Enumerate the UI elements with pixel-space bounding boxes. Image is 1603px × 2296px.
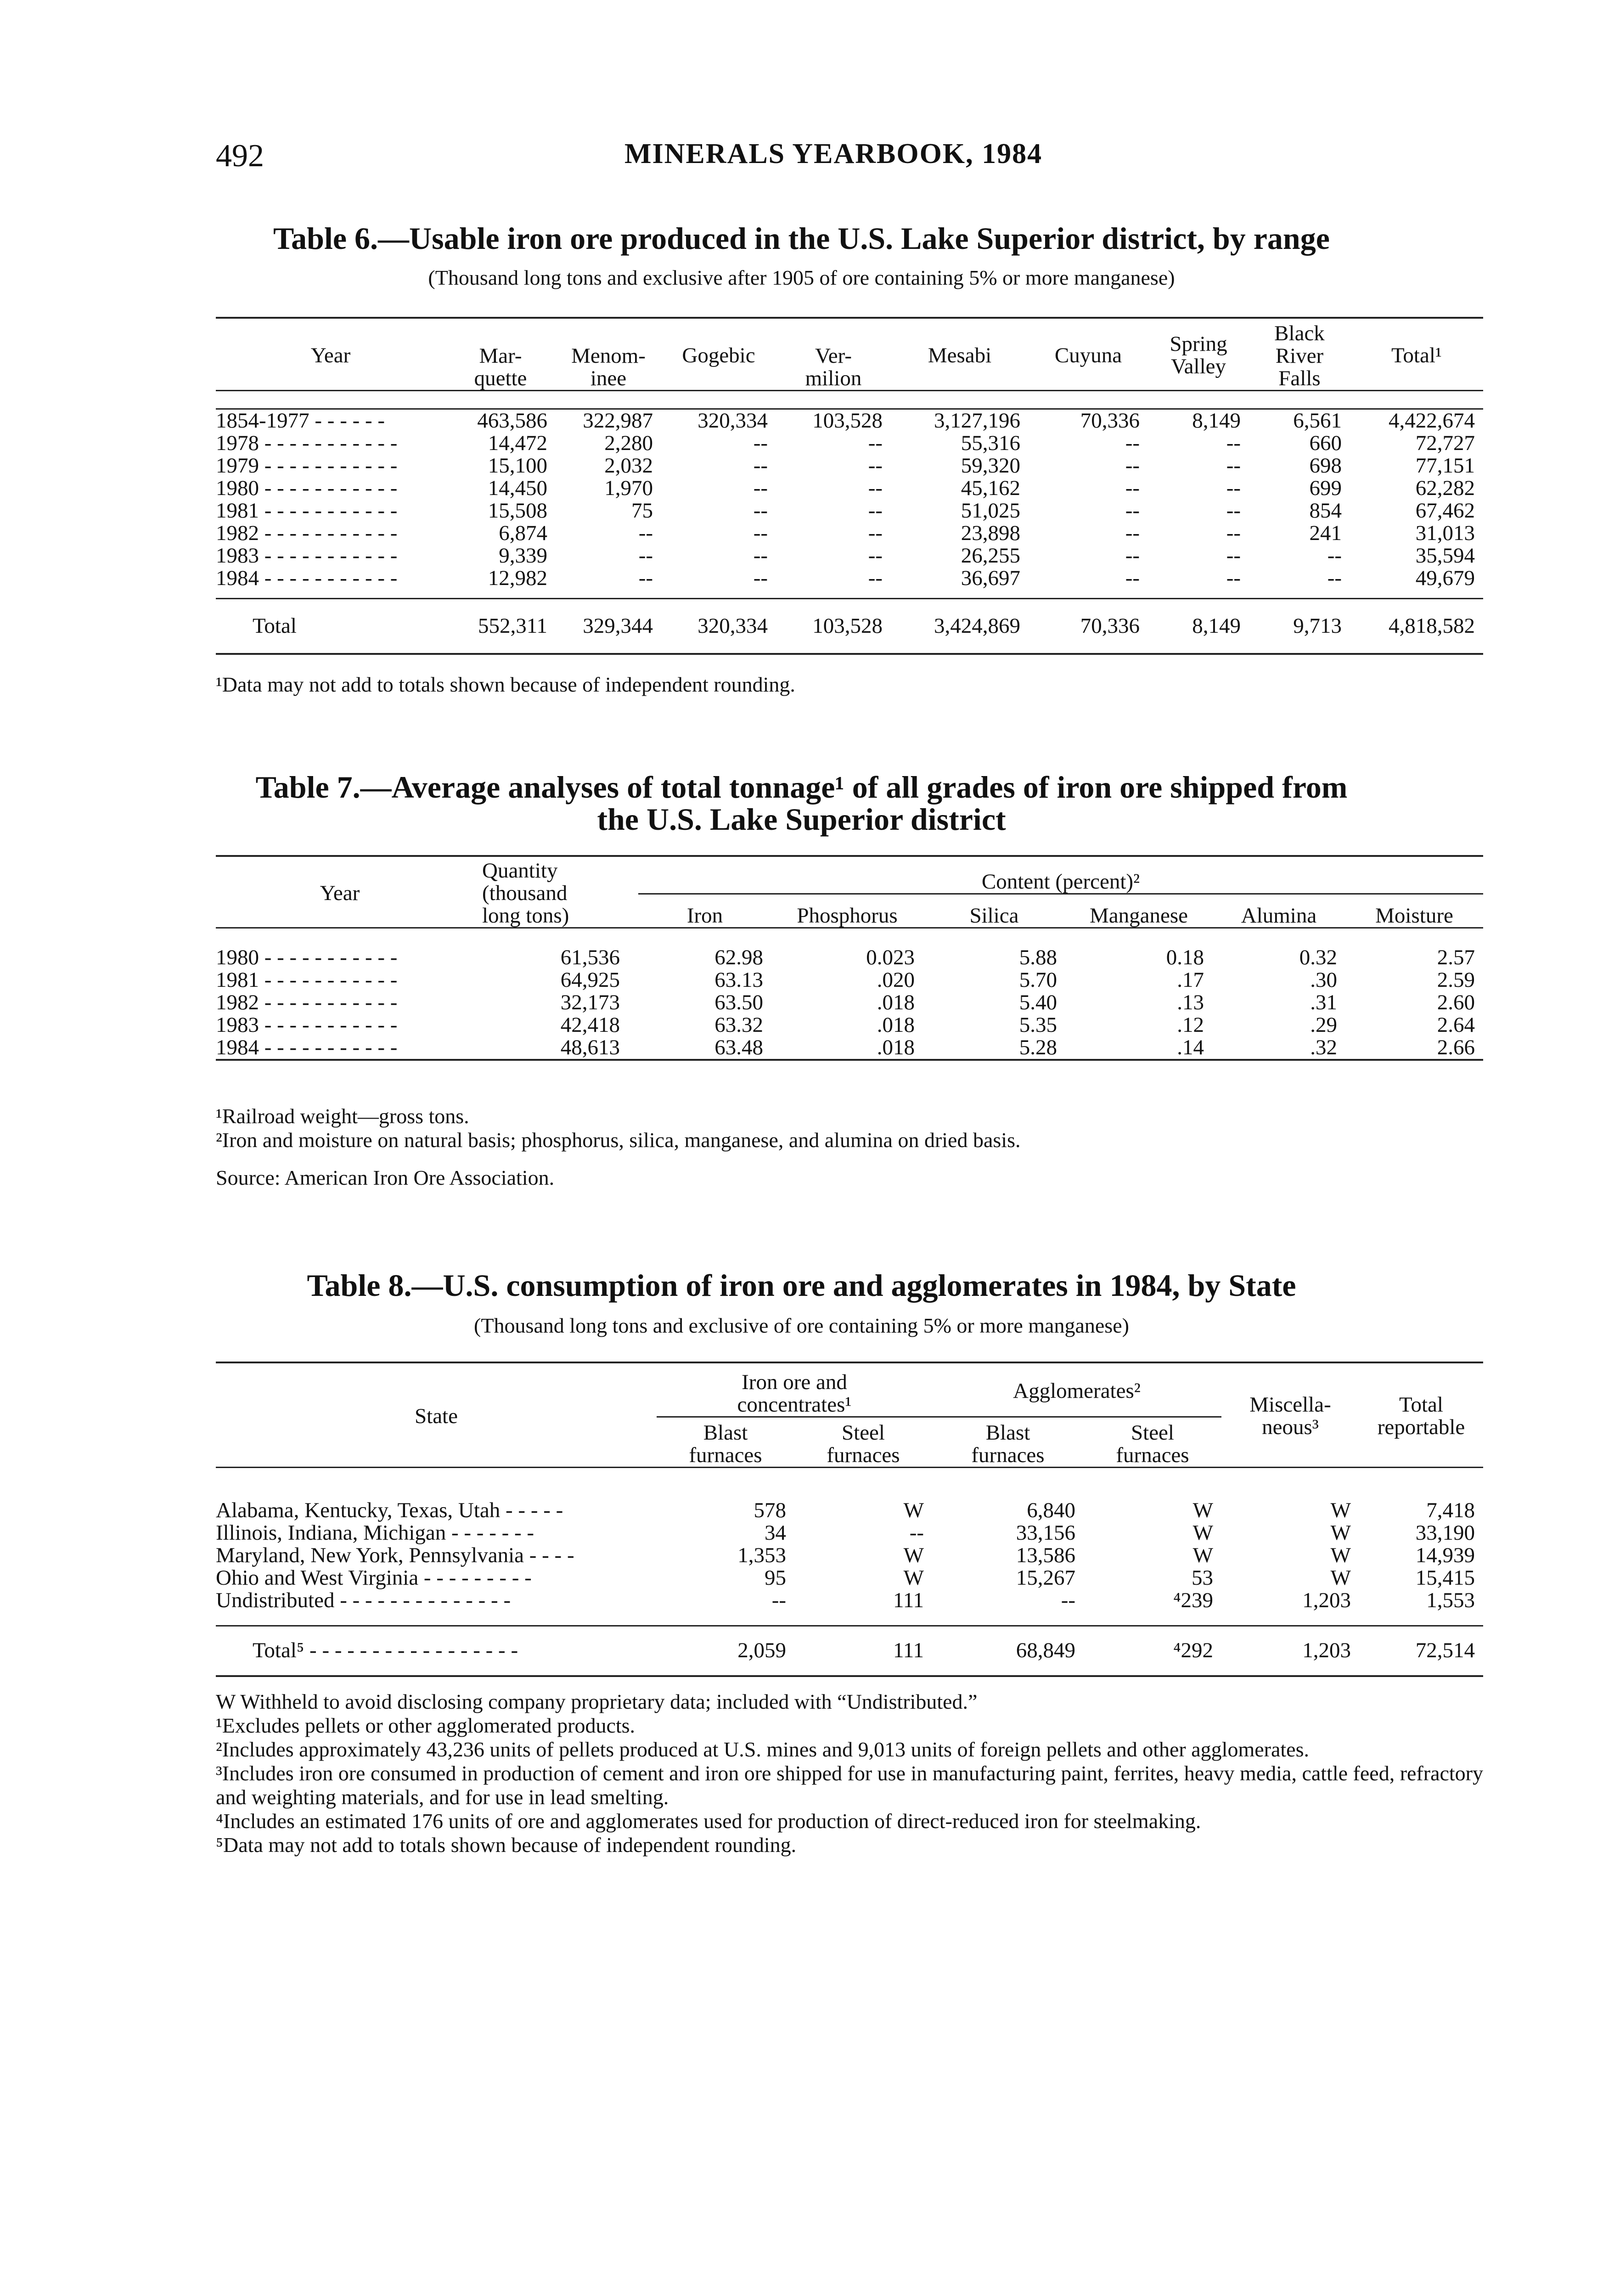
table-cell: W xyxy=(1192,1543,1213,1567)
table8-sub-blast: Blast furnaces xyxy=(689,1420,762,1467)
table8-group-agglomerates: Agglomerates² xyxy=(932,1366,1221,1417)
table-cell: 14,472 xyxy=(488,431,547,455)
table-cell: 23,898 xyxy=(961,521,1020,545)
table-row xyxy=(216,500,1483,522)
table6-col-header: Ver- milion xyxy=(805,343,862,390)
table-cell: -- xyxy=(1125,431,1140,455)
table-row xyxy=(216,409,1483,432)
table6-col-header: Black River Falls xyxy=(1274,321,1325,390)
table-cell: 67,462 xyxy=(1415,498,1475,523)
row-year: 1978 - - - - - - - - - - - xyxy=(216,431,398,455)
table-cell: 31,013 xyxy=(1415,521,1475,545)
table-cell: 0.023 xyxy=(866,945,915,969)
table-row xyxy=(216,1589,1483,1612)
total-cell: 8,149 xyxy=(1192,613,1241,638)
table6-col-header: Menom- inee xyxy=(571,343,646,390)
table-cell: -- xyxy=(868,453,883,478)
table-cell: 53 xyxy=(1192,1566,1213,1590)
table-cell: -- xyxy=(1327,543,1342,568)
table-cell: 2.60 xyxy=(1437,990,1475,1014)
table-cell: 5.28 xyxy=(1019,1035,1057,1059)
row-year: 1984 - - - - - - - - - - - xyxy=(216,1035,398,1059)
total-cell: 103,528 xyxy=(812,613,883,638)
table-cell: W xyxy=(1192,1521,1213,1545)
table-cell: 36,697 xyxy=(961,566,1020,590)
table7-col-header: Iron xyxy=(686,904,723,928)
table-cell: 51,025 xyxy=(961,498,1020,523)
table-total-row xyxy=(216,599,1483,654)
row-year: 1984 - - - - - - - - - - - xyxy=(216,566,398,590)
table6-header-row xyxy=(216,321,1483,390)
table-cell: 15,267 xyxy=(1016,1566,1075,1590)
table-row xyxy=(216,455,1483,477)
table-cell: -- xyxy=(638,543,653,568)
table-cell: 15,100 xyxy=(488,453,547,478)
table-cell: 2.64 xyxy=(1437,1013,1475,1037)
table-cell: 7,418 xyxy=(1426,1498,1475,1522)
table-cell: 32,173 xyxy=(560,990,620,1014)
table-cell: .12 xyxy=(1177,1013,1204,1037)
table-cell: -- xyxy=(868,543,883,568)
table-cell: 49,679 xyxy=(1415,566,1475,590)
row-year: 1982 - - - - - - - - - - - xyxy=(216,521,398,545)
table-cell: 34 xyxy=(765,1521,786,1545)
table8-col-total: Total reportable xyxy=(1377,1393,1465,1440)
table-cell: .32 xyxy=(1310,1035,1337,1059)
table-cell: 8,149 xyxy=(1192,408,1241,433)
table-cell: -- xyxy=(753,521,768,545)
table-cell: 0.18 xyxy=(1166,945,1204,969)
table-cell: -- xyxy=(868,566,883,590)
table-cell: W xyxy=(1330,1566,1351,1590)
table-cell: -- xyxy=(1125,498,1140,523)
row-year: 1979 - - - - - - - - - - - xyxy=(216,453,398,478)
table-cell: 35,594 xyxy=(1415,543,1475,568)
table-cell: 1,970 xyxy=(604,476,653,500)
table-cell: 2,280 xyxy=(604,431,653,455)
table6-title: Table 6.—Usable iron ore produced in the U.S. Lake Superior district, by range xyxy=(273,221,1330,256)
table-cell: -- xyxy=(753,453,768,478)
table-cell: -- xyxy=(753,543,768,568)
total-cell: 70,336 xyxy=(1080,613,1140,638)
table-cell: .020 xyxy=(877,968,915,992)
total-cell: 2,059 xyxy=(737,1638,786,1663)
table6-subtitle: (Thousand long tons and exclusive after 1905 of ore containing 5% or more manganese) xyxy=(428,266,1175,289)
table-cell: 2.57 xyxy=(1437,945,1475,969)
table-cell: 0.32 xyxy=(1299,945,1337,969)
table-cell: 1,553 xyxy=(1426,1588,1475,1612)
table-cell: 95 xyxy=(765,1566,786,1590)
table-cell: 48,613 xyxy=(560,1035,620,1059)
table-cell: W xyxy=(903,1566,924,1590)
table7-col-quantity: Quantity (thousand long tons) xyxy=(482,859,569,928)
table-row xyxy=(216,991,1483,1014)
table-cell: 5.40 xyxy=(1019,990,1057,1014)
page-number: 492 xyxy=(216,138,264,174)
row-total-label: Total⁵ - - - - - - - - - - - - - - - - - xyxy=(253,1638,518,1663)
footnote: ⁵Data may not add to totals shown because of independent rounding. xyxy=(216,1833,797,1857)
total-cell: 329,344 xyxy=(583,613,653,638)
footnote: ²Includes approximately 43,236 units of pellets produced at U.S. mines and 9,013 units of foreign pellets and other agglomerates. xyxy=(216,1738,1309,1761)
table-cell: 72,727 xyxy=(1415,431,1475,455)
footnote: ⁴Includes an estimated 176 units of ore and agglomerates used for production of direct-reduced iron for steelmaking. xyxy=(216,1809,1201,1833)
row-year: 1980 - - - - - - - - - - - xyxy=(216,945,398,969)
table-cell: -- xyxy=(868,521,883,545)
table-cell: 6,561 xyxy=(1293,408,1342,433)
table-cell: 59,320 xyxy=(961,453,1020,478)
table-cell: 13,586 xyxy=(1016,1543,1075,1567)
table8-title: Table 8.—U.S. consumption of iron ore and agglomerates in 1984, by State xyxy=(307,1268,1296,1303)
total-cell: 9,713 xyxy=(1293,613,1342,638)
table-cell: -- xyxy=(753,431,768,455)
table-cell: 14,450 xyxy=(488,476,547,500)
row-year: 1981 - - - - - - - - - - - xyxy=(216,498,398,523)
table-cell: 15,415 xyxy=(1415,1566,1475,1590)
table-row xyxy=(216,477,1483,500)
table-cell: 854 xyxy=(1309,498,1342,523)
table-cell: -- xyxy=(1125,543,1140,568)
table6-col-header: Cuyuna xyxy=(1054,343,1122,367)
table8-group-iron: Iron ore and concentrates¹ xyxy=(657,1366,932,1417)
spacer-row xyxy=(216,1612,1483,1626)
table8-top-rule xyxy=(216,1362,1483,1363)
table8-sub-steel: Steel furnaces xyxy=(1116,1420,1189,1467)
table6-col-header: Mesabi xyxy=(928,343,992,367)
table6-col-header: Gogebic xyxy=(682,343,755,367)
table-cell: 77,151 xyxy=(1415,453,1475,478)
table6-footnote: ¹Data may not add to totals shown because of independent rounding. xyxy=(216,673,795,696)
table-cell: 64,925 xyxy=(560,968,620,992)
table-cell: -- xyxy=(771,1588,786,1612)
table-cell: .018 xyxy=(877,1035,915,1059)
table-cell: 55,316 xyxy=(961,431,1020,455)
table-cell: 103,528 xyxy=(812,408,883,433)
table6-col-header: Spring Valley xyxy=(1170,332,1227,379)
table-cell: -- xyxy=(1327,566,1342,590)
table7-title-line2: the U.S. Lake Superior district xyxy=(597,802,1006,837)
table-row xyxy=(216,1014,1483,1036)
table-cell: -- xyxy=(868,431,883,455)
table-cell: -- xyxy=(638,566,653,590)
table-cell: -- xyxy=(753,498,768,523)
table-row xyxy=(216,1544,1483,1567)
table8-sub-steel: Steel furnaces xyxy=(827,1420,900,1467)
table-cell: -- xyxy=(1226,566,1241,590)
table-cell: 1,353 xyxy=(737,1543,786,1567)
table-cell: 62.98 xyxy=(714,945,763,969)
spacer-row xyxy=(216,928,1483,946)
table-cell: 578 xyxy=(754,1498,786,1522)
table-cell: 6,874 xyxy=(499,521,547,545)
table-cell: -- xyxy=(1125,453,1140,478)
table-cell: 33,190 xyxy=(1415,1521,1475,1545)
table-cell: -- xyxy=(1226,543,1241,568)
table-cell: .14 xyxy=(1177,1035,1204,1059)
total-cell: 320,334 xyxy=(697,613,768,638)
total-cell: 4,818,582 xyxy=(1389,613,1475,638)
table-cell: -- xyxy=(1226,498,1241,523)
table-cell: 5.70 xyxy=(1019,968,1057,992)
table8-footnotes xyxy=(216,1690,1483,1857)
table-cell: 322,987 xyxy=(583,408,653,433)
table8 xyxy=(216,1366,1483,1677)
table-cell: 2,032 xyxy=(604,453,653,478)
table8-subtitle: (Thousand long tons and exclusive of ore containing 5% or more manganese) xyxy=(474,1314,1129,1337)
row-year: 1983 - - - - - - - - - - - xyxy=(216,1013,398,1037)
table-cell: 660 xyxy=(1309,431,1342,455)
table-cell: 75 xyxy=(631,498,653,523)
row-state: Undistributed - - - - - - - - - - - - - - xyxy=(216,1588,511,1612)
table-cell: 63.13 xyxy=(714,968,763,992)
table-cell: 33,156 xyxy=(1016,1521,1075,1545)
table-cell: -- xyxy=(1226,431,1241,455)
table-cell: 320,334 xyxy=(697,408,768,433)
table-cell: .17 xyxy=(1177,968,1204,992)
table8-col-misc: Miscella- neous³ xyxy=(1249,1393,1331,1440)
row-year: 1983 - - - - - - - - - - - xyxy=(216,543,398,568)
table-cell: 699 xyxy=(1309,476,1342,500)
row-year: 1980 - - - - - - - - - - - xyxy=(216,476,398,500)
row-state: Illinois, Indiana, Michigan - - - - - - - xyxy=(216,1521,534,1545)
table7-col-header: Silica xyxy=(969,904,1019,928)
table6 xyxy=(216,321,1483,655)
spacer-row xyxy=(216,390,1483,409)
table7-top-rule xyxy=(216,855,1483,857)
row-year: 1982 - - - - - - - - - - - xyxy=(216,990,398,1014)
table-cell: -- xyxy=(909,1521,924,1545)
table-cell: 3,127,196 xyxy=(934,408,1020,433)
table-cell: -- xyxy=(1061,1588,1075,1612)
table-cell: 1,203 xyxy=(1302,1588,1351,1612)
footnote: ³Includes iron ore consumed in production of cement and iron ore shipped for use in manufacturing paint, ferrites, heavy media, cattle feed, refractory and weighting materials, and for use in lead smelting. xyxy=(216,1761,1483,1809)
table-cell: 463,586 xyxy=(477,408,547,433)
table-cell: 61,536 xyxy=(560,945,620,969)
table-row xyxy=(216,1567,1483,1589)
table6-top-rule xyxy=(216,317,1483,319)
table-cell: 9,339 xyxy=(499,543,547,568)
spacer-row xyxy=(216,590,1483,599)
table-cell: W xyxy=(1330,1498,1351,1522)
table-cell: 698 xyxy=(1309,453,1342,478)
table-cell: -- xyxy=(753,566,768,590)
table-row xyxy=(216,545,1483,567)
footnote: ¹Excludes pellets or other agglomerated products. xyxy=(216,1714,636,1737)
table-cell: 70,336 xyxy=(1080,408,1140,433)
table-cell: -- xyxy=(868,498,883,523)
table-row xyxy=(216,1499,1483,1522)
table-row xyxy=(216,1036,1483,1060)
running-title: MINERALS YEARBOOK, 1984 xyxy=(624,138,1043,169)
table-cell: 12,982 xyxy=(488,566,547,590)
table-cell: -- xyxy=(638,521,653,545)
total-cell: 552,311 xyxy=(478,613,547,638)
table-cell: W xyxy=(1330,1543,1351,1567)
table-row xyxy=(216,1522,1483,1544)
row-state: Maryland, New York, Pennsylvania - - - - xyxy=(216,1543,574,1567)
total-cell: 68,849 xyxy=(1016,1638,1075,1663)
table-row xyxy=(216,946,1483,969)
table-cell: -- xyxy=(1226,476,1241,500)
total-cell: 72,514 xyxy=(1415,1638,1475,1663)
table-cell: 63.32 xyxy=(714,1013,763,1037)
table7 xyxy=(216,860,1483,1061)
table-cell: 63.48 xyxy=(714,1035,763,1059)
table-cell: 4,422,674 xyxy=(1389,408,1475,433)
table-cell: -- xyxy=(1125,521,1140,545)
table-cell: 45,162 xyxy=(961,476,1020,500)
table7-group-content: Content (percent)² xyxy=(638,860,1483,894)
table-cell: W xyxy=(903,1543,924,1567)
row-state: Ohio and West Virginia - - - - - - - - - xyxy=(216,1566,532,1590)
row-year: 1854-1977 - - - - - - xyxy=(216,408,385,433)
table6-col-header: Year xyxy=(310,343,351,367)
table-row xyxy=(216,969,1483,991)
table-cell: -- xyxy=(1226,521,1241,545)
table7-col-year: Year xyxy=(320,881,360,905)
table-cell: 26,255 xyxy=(961,543,1020,568)
table-cell: .30 xyxy=(1310,968,1337,992)
table-cell: -- xyxy=(868,476,883,500)
table-cell: 2.59 xyxy=(1437,968,1475,992)
table-cell: ⁴239 xyxy=(1173,1588,1213,1612)
table-cell: 15,508 xyxy=(488,498,547,523)
table6-col-header: Mar- quette xyxy=(474,343,527,390)
table-cell: .018 xyxy=(877,990,915,1014)
total-cell: 3,424,869 xyxy=(934,613,1020,638)
table-cell: .29 xyxy=(1310,1013,1337,1037)
table-cell: 14,939 xyxy=(1415,1543,1475,1567)
row-state: Alabama, Kentucky, Texas, Utah - - - - - xyxy=(216,1498,563,1522)
footnote: ¹Railroad weight—gross tons. xyxy=(216,1104,469,1128)
table7-title-line1: Table 7.—Average analyses of total tonnage¹ of all grades of iron ore shipped from xyxy=(255,770,1348,805)
table7-col-header: Moisture xyxy=(1375,904,1453,928)
table6-col-header: Total¹ xyxy=(1391,343,1442,367)
table7-col-header: Phosphorus xyxy=(797,904,898,928)
table8-sub-blast: Blast furnaces xyxy=(971,1420,1045,1467)
table-cell: .31 xyxy=(1310,990,1337,1014)
total-cell: ⁴292 xyxy=(1173,1638,1213,1663)
table-cell: -- xyxy=(1226,453,1241,478)
footnote: W Withheld to avoid disclosing company proprietary data; included with “Undistributed.” xyxy=(216,1690,978,1713)
table-cell: .018 xyxy=(877,1013,915,1037)
spacer-row xyxy=(216,1467,1483,1499)
table-cell: .13 xyxy=(1177,990,1204,1014)
table-cell: 63.50 xyxy=(714,990,763,1014)
table-row xyxy=(216,432,1483,455)
table-cell: 62,282 xyxy=(1415,476,1475,500)
table-cell: 111 xyxy=(893,1588,924,1612)
footnote: Source: American Iron Ore Association. xyxy=(216,1166,555,1189)
total-cell: 111 xyxy=(893,1638,924,1663)
table-cell: W xyxy=(903,1498,924,1522)
table-cell: 5.88 xyxy=(1019,945,1057,969)
row-year: 1981 - - - - - - - - - - - xyxy=(216,968,398,992)
table-row xyxy=(216,567,1483,590)
table-cell: 42,418 xyxy=(560,1013,620,1037)
table-cell: 6,840 xyxy=(1027,1498,1075,1522)
table7-col-header: Manganese xyxy=(1089,904,1188,928)
table8-col-state: State xyxy=(415,1404,458,1428)
table-row xyxy=(216,522,1483,545)
total-cell: 1,203 xyxy=(1302,1638,1351,1663)
table-cell: 241 xyxy=(1309,521,1342,545)
table-cell: W xyxy=(1330,1521,1351,1545)
table-cell: -- xyxy=(1125,476,1140,500)
row-total-label: Total xyxy=(253,613,297,638)
table-cell: -- xyxy=(1125,566,1140,590)
table-cell: 2.66 xyxy=(1437,1035,1475,1059)
table-cell: W xyxy=(1192,1498,1213,1522)
table7-col-header: Alumina xyxy=(1241,904,1317,928)
table-cell: -- xyxy=(753,476,768,500)
table-total-row xyxy=(216,1626,1483,1676)
table7-footnotes xyxy=(216,1104,1483,1190)
table-cell: 5.35 xyxy=(1019,1013,1057,1037)
footnote: ²Iron and moisture on natural basis; phosphorus, silica, manganese, and alumina on dried basis. xyxy=(216,1128,1021,1152)
